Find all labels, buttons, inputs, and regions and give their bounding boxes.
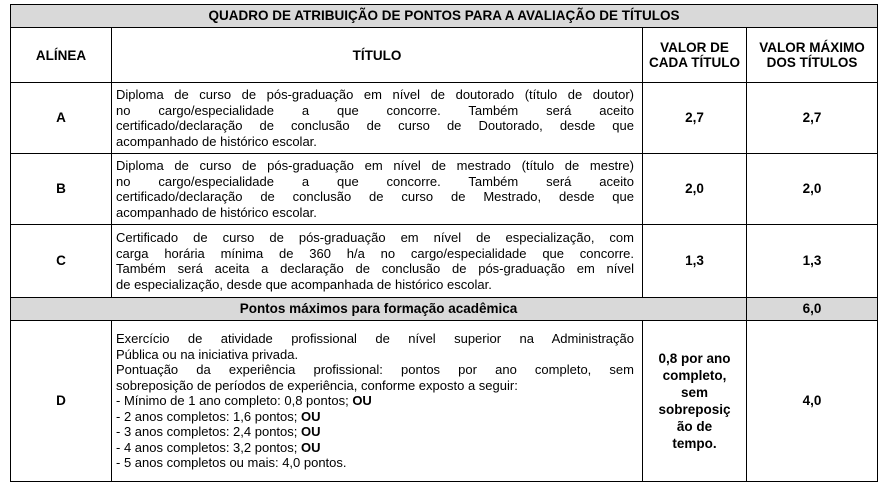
description-line: Pública ou na iniciativa privada.: [116, 346, 299, 362]
description-line: acompanhado de histórico escolar.: [116, 204, 317, 220]
description-line: de especialização, desde que acompanhada de histórico escolar.: [116, 276, 492, 292]
table-row: [11, 83, 878, 154]
description-line: carga horária mínima de 360 h/a no cargo/especialidade que concorre.: [116, 245, 634, 261]
row-letter: B: [11, 154, 112, 225]
row-valor-cada: 1,3: [643, 225, 747, 298]
description-line: Pontuação da experiência profissional: pontos por ano completo, sem: [116, 362, 634, 378]
row-valor-maximo: 4,0: [747, 321, 878, 482]
or-keyword: OU: [352, 393, 372, 409]
row-description: [112, 154, 643, 225]
row-description: [112, 321, 643, 482]
description-line: acompanhado de histórico escolar.: [116, 133, 317, 149]
description-line: Diploma de curso de pós-graduação em nível de mestrado (título de mestre): [116, 158, 634, 173]
table-row: [11, 154, 878, 225]
row-description: [112, 83, 643, 154]
subtotal-label: Pontos máximos para formação acadêmica: [11, 298, 747, 321]
description-line: certificado/declaração de conclusão de curso de Mestrado, desde que: [116, 189, 634, 204]
or-keyword: OU: [301, 408, 321, 424]
experience-item: - 3 anos completos: 2,4 pontos; OU: [116, 424, 321, 440]
row-letter: A: [11, 83, 112, 154]
row-valor-maximo: 2,0: [747, 154, 878, 225]
header-valor-cada: VALOR DE CADA TÍTULO: [643, 28, 747, 83]
description-line: Exercício de atividade profissional de nível superior na Administração: [116, 331, 634, 347]
description-line: no cargo/especialidade a que concorre. Também será aceito: [116, 173, 634, 189]
subtotal-value: 6,0: [747, 298, 878, 321]
table-row: [11, 321, 878, 482]
header-valor-maximo: VALOR MÁXIMO DOS TÍTULOS: [747, 28, 878, 83]
or-keyword: OU: [301, 439, 321, 455]
row-valor-cada: 0,8 por ano completo, sem sobreposiç ão de tempo.: [643, 321, 747, 482]
row-letter: D: [11, 321, 112, 482]
row-valor-cada: 2,0: [643, 154, 747, 225]
description-line: Certificado de curso de pós-graduação em nível de especialização, com: [116, 230, 634, 245]
experience-item: - 4 anos completos: 3,2 pontos; OU: [116, 439, 321, 455]
table-row: [11, 225, 878, 298]
experience-item: - 5 anos completos ou mais: 4,0 pontos.: [116, 455, 347, 471]
row-valor-cada: 2,7: [643, 83, 747, 154]
table-title: QUADRO DE ATRIBUIÇÃO DE PONTOS PARA A AVALIAÇÃO DE TÍTULOS: [11, 5, 878, 28]
description-line: certificado/declaração de conclusão de curso de Doutorado, desde que: [116, 118, 634, 133]
or-keyword: OU: [301, 424, 321, 440]
description-line: no cargo/especialidade a que concorre. Também será aceito: [116, 102, 634, 118]
experience-item: - Mínimo de 1 ano completo: 0,8 pontos; OU: [116, 393, 372, 409]
row-valor-maximo: 1,3: [747, 225, 878, 298]
row-valor-maximo: 2,7: [747, 83, 878, 154]
experience-item: - 2 anos completos: 1,6 pontos; OU: [116, 408, 321, 424]
titles-points-table: [10, 4, 878, 482]
description-line: Também será aceita a declaração de conclusão de pós-graduação em nível: [116, 261, 634, 276]
header-titulo: TÍTULO: [112, 28, 643, 83]
description-line: Diploma de curso de pós-graduação em nível de doutorado (título de doutor): [116, 87, 634, 102]
row-description: [112, 225, 643, 298]
row-letter: C: [11, 225, 112, 298]
subtotal-row: [11, 298, 878, 321]
header-alinea: ALÍNEA: [11, 28, 112, 83]
description-line: sobreposição de períodos de experiência, conforme exposto a seguir:: [116, 377, 518, 393]
